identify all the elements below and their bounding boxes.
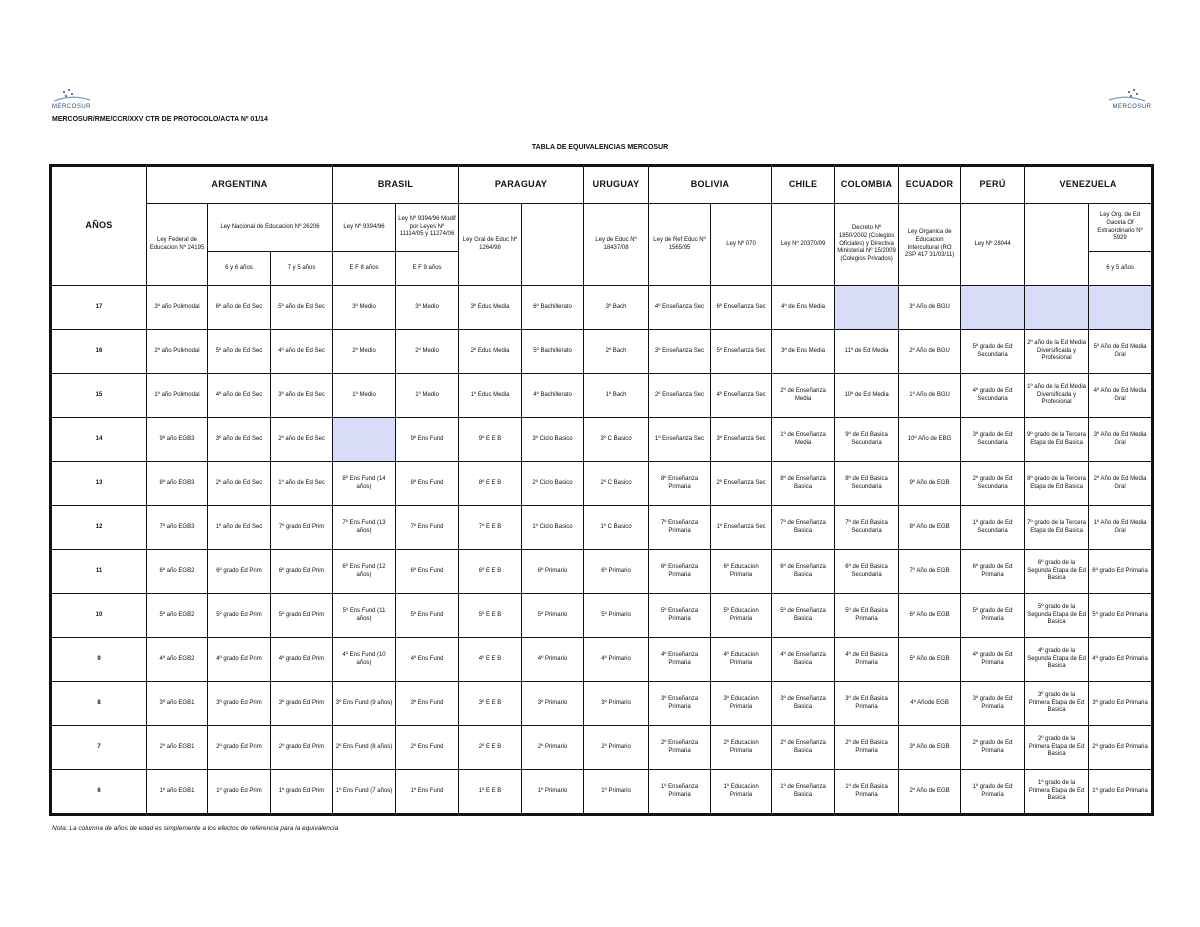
table-cell: 7º Ens Fund [396,506,459,550]
table-cell: 2º Medio [333,330,396,374]
table-cell: 1º grado Ed Primaria [1089,770,1153,815]
table-cell: 3º C Basico [584,418,649,462]
table-cell: 6º Enseñanza Sec [711,286,772,330]
table-cell: 6º Año de EGB [899,594,961,638]
table-cell: 2º de Enseñanza Media [772,374,835,418]
table-row [51,286,1153,330]
table-cell: 4º de Enseñanza Basica [772,638,835,682]
age-cell: 16 [51,330,147,374]
age-cell: 8 [51,682,147,726]
age-cell: 7 [51,726,147,770]
law-arg-federal: Ley Federal de Educacion Nº 24195 [147,204,208,286]
table-cell: 5º E E B [459,594,522,638]
table-row [51,770,1153,815]
table-cell: 4º Enseñanza Sec [711,374,772,418]
table-cell: 3º año EGB1 [147,682,208,726]
table-cell: 10º Año de EBG [899,418,961,462]
table-cell: 4º de Ens Media [772,286,835,330]
table-cell: 2º año de Ed Sec [271,418,333,462]
age-cell: 6 [51,770,147,815]
table-cell: 7º grado Ed Prim [271,506,333,550]
table-cell: 4º año EGB2 [147,638,208,682]
table-cell: 3º Medio [333,286,396,330]
age-cell: 12 [51,506,147,550]
table-cell: 5º Bachillerato [522,330,584,374]
table-row [51,594,1153,638]
table-cell: 6º de Ed Basica Secundaria [835,550,899,594]
table-cell: 4º Primario [522,638,584,682]
law-chi: Ley Nº 20370/09 [772,204,835,286]
table-cell: 5º Primario [522,594,584,638]
document-reference: MERCOSUR/RME/CCR/XXV CTR DE PROTOCOLO/ACTA Nº 01/14 [52,116,268,123]
table-cell: 1º Enseñanza Sec [711,506,772,550]
country-argentina: ARGENTINA [147,166,333,204]
table-cell: 3º Primario [522,682,584,726]
table-cell: 3º año de Ed Sec [271,374,333,418]
table-cell: 1º grado Ed Prim [271,770,333,815]
table-cell: 8º Ens Fund [396,462,459,506]
table-cell: 5º grado de la Segunda Etapa de Ed Basica [1025,594,1089,638]
table-cell: 7º Año de EGB [899,550,961,594]
sub-arg-6y6: 6 y 6 años [208,252,271,286]
table-cell: 7º E E B [459,506,522,550]
table-cell: 3º Año de BGU [899,286,961,330]
table-cell: 2º año Polimodal [147,330,208,374]
table-cell: 7º de Ed Basica Secundaria [835,506,899,550]
age-header: AÑOS [51,166,147,286]
table-cell: 2º Enseñanza Primaria [649,726,711,770]
table-row [51,726,1153,770]
table-cell: 4º grado de Ed Primaria [961,638,1025,682]
table-cell: 3º Enseñanza Sec [711,418,772,462]
law-par: Ley Gral de Educ Nº 1264/98 [459,204,522,286]
table-cell: 1º Medio [333,374,396,418]
table-cell: 6º grado de la Segunda Etapa de Ed Basica [1025,550,1089,594]
table-cell: 3º grado de Ed Primaria [961,682,1025,726]
table-cell: 3º grado de Ed Secundaria [961,418,1025,462]
table-row [51,374,1153,418]
age-cell: 9 [51,638,147,682]
table-cell: 9º Año de EGB [899,462,961,506]
table-cell: 6º Primario [522,550,584,594]
table-cell: 5º Enseñanza Sec [711,330,772,374]
table-cell: 1º de Enseñanza Media [772,418,835,462]
table-cell: 4º de Ed Basica Primaria [835,638,899,682]
table-cell: 4º grado de la Segunda Etapa de Ed Basica [1025,638,1089,682]
table-cell: 5º grado Ed Primaria [1089,594,1153,638]
table-cell: 1º Ciclo Basico [522,506,584,550]
table-cell: 1º Ens Fund [396,770,459,815]
table-cell: 2º grado de Ed Primaria [961,726,1025,770]
table-cell: 1º año de la Ed Media Diversificada y Profesional [1025,374,1089,418]
table-cell: 4º Año de Ed Media Gral [1089,374,1153,418]
table-cell: 1º Primario [584,770,649,815]
law-header-row [51,204,1153,252]
age-cell: 17 [51,286,147,330]
table-cell: 3º grado de la Primera Etapa de Ed Basica [1025,682,1089,726]
table-cell: 4º Educacion Primaria [711,638,772,682]
table-cell: 6º Primario [584,550,649,594]
logo-text: MERCOSUR [52,104,92,110]
table-cell: 5º Ens Fund (11 años) [333,594,396,638]
table-cell: 11º de Ed Media [835,330,899,374]
table-cell: 3º Bach [584,286,649,330]
table-cell: 4º grado Ed Prim [271,638,333,682]
law-col: Decreto Nº 1850/2002 (Colegios Oficiales) y Directiva Ministerial Nº 15/2009 (Colegios Privados) [835,204,899,286]
country-colombia: COLOMBIA [835,166,899,204]
table-cell: 3º Año de Ed Media Gral [1089,418,1153,462]
table-cell: 2º Año de BGU [899,330,961,374]
table-cell: 5º grado de Ed Secundaria [961,330,1025,374]
table-cell: 4º grado Ed Prim [208,638,271,682]
table-cell: 9º año EGB3 [147,418,208,462]
country-header-row [51,166,1153,204]
table-cell: 4º Ens Fund [396,638,459,682]
table-cell [333,418,396,462]
table-cell: 7º año EGB3 [147,506,208,550]
table-cell [961,286,1025,330]
table-cell: 3º año de Ed Sec [208,418,271,462]
table-cell: 7º de Enseñanza Basica [772,506,835,550]
law-ven: Ley Org. de Ed Gaceta Of Extraordinario Nº 5929 [1089,204,1153,252]
table-cell: 2º de Ed Basica Primaria [835,726,899,770]
table-cell [835,286,899,330]
mercosur-logo-left [52,88,102,110]
table-cell: 6º año EGB2 [147,550,208,594]
table-cell: 5º grado Ed Prim [208,594,271,638]
table-cell: 3º Ciclo Basico [522,418,584,462]
table-cell: 4º Bachillerato [522,374,584,418]
table-cell: 4º grado Ed Primaria [1089,638,1153,682]
age-cell: 15 [51,374,147,418]
table-row [51,330,1153,374]
table-cell: 3º Ens Fund (9 años) [333,682,396,726]
table-cell: 4º año de Ed Sec [271,330,333,374]
law-bra-9394: Ley Nº 9394/96 [333,204,396,252]
table-cell: 8º E E B [459,462,522,506]
table-cell: 3º Educ Media [459,286,522,330]
table-cell: 3º Año de EGB [899,726,961,770]
law-ecu: Ley Organica de Educacion Intercultural (RO 2SP 417 31/03/11) [899,204,961,286]
table-cell: 8º de Enseñanza Basica [772,462,835,506]
table-cell: 7º Enseñanza Primaria [649,506,711,550]
table-cell: 2º grado de la Primera Etapa de Ed Basica [1025,726,1089,770]
table-cell: 1º año EGB1 [147,770,208,815]
table-cell: 5º de Ed Basica Primaria [835,594,899,638]
table-cell: 3º Medio [396,286,459,330]
table-cell: 6º de Enseñanza Basica [772,550,835,594]
table-cell: 3º de Enseñanza Basica [772,682,835,726]
table-cell: 1º de Enseñanza Basica [772,770,835,815]
table-cell: 1º Educ Media [459,374,522,418]
table-cell [1025,286,1089,330]
country-brasil: BRASIL [333,166,459,204]
table-cell: 4º E E B [459,638,522,682]
country-peru: PERÚ [961,166,1025,204]
law-arg-nacional: Ley Nacional de Educacion Nº 26206 [208,204,333,252]
table-cell: 8º grado de la Tercera Etapa de Ed Basica [1025,462,1089,506]
table-cell: 5º de Enseñanza Basica [772,594,835,638]
table-cell: 1º Año de Ed Media Gral [1089,506,1153,550]
law-bra-mod: Ley Nº 9394/96 Modif por Leyes Nº 11114/05 y 11274/06 [396,204,459,252]
table-cell: 3º E E B [459,682,522,726]
table-cell: 2º año EGB1 [147,726,208,770]
table-cell: 4º año de Ed Sec [208,374,271,418]
table-cell: 5º Año de EGB [899,638,961,682]
logo-text: MERCOSUR [1112,104,1152,110]
table-cell: 10º de Ed Media [835,374,899,418]
table-cell: 2º grado Ed Prim [208,726,271,770]
table-cell: 3º grado Ed Primaria [1089,682,1153,726]
table-cell: 1º Enseñanza Primaria [649,770,711,815]
table-cell: 2º Educ Media [459,330,522,374]
table-cell: 1º Primario [522,770,584,815]
table-row [51,550,1153,594]
table-row [51,462,1153,506]
country-uruguay: URUGUAY [584,166,649,204]
table-cell: 3º Enseñanza Primaria [649,682,711,726]
table-cell: 9º de Ed Basica Secundaria [835,418,899,462]
table-cell: 2º E E B [459,726,522,770]
table-cell: 2º grado de Ed Secundaria [961,462,1025,506]
table-cell: 2º año de Ed Sec [208,462,271,506]
table-cell: 6º grado Ed Primaria [1089,550,1153,594]
table-cell: 5º año de Ed Sec [271,286,333,330]
table-cell: 6º Ens Fund [396,550,459,594]
table-cell: 9º Ens Fund [396,418,459,462]
table-cell: 5º Ens Fund [396,594,459,638]
table-cell: 5º Año de Ed Media Gral [1089,330,1153,374]
table-cell: 2º Ens Fund (8 años) [333,726,396,770]
table-cell: 2º Enseñanza Sec [649,374,711,418]
table-cell: 1º año de Ed Sec [271,462,333,506]
law-ven-empty [1025,204,1089,286]
table-cell: 3º de Ens Media [772,330,835,374]
table-cell: 3º año Polimodal [147,286,208,330]
table-cell: 8º Ens Fund (14 años) [333,462,396,506]
table-cell: 4º Primario [584,638,649,682]
table-cell [1089,286,1153,330]
law-bol-ref: Ley de Ref Educ Nº 1565/95 [649,204,711,286]
law-par-empty [522,204,584,286]
country-venezuela: VENEZUELA [1025,166,1153,204]
table-cell: 2º Año de Ed Media Gral [1089,462,1153,506]
table-cell: 2º Primario [522,726,584,770]
sub-bra-9: E F 9 años [396,252,459,286]
law-uru: Ley de Educ Nº 18437/08 [584,204,649,286]
table-cell: 6º grado Ed Prim [271,550,333,594]
table-body [51,286,1153,815]
mercosur-stars-icon [1107,88,1147,104]
table-cell: 3º Enseñanza Sec [649,330,711,374]
table-cell: 2º Medio [396,330,459,374]
table-cell: 5º Enseñanza Primaria [649,594,711,638]
table-cell: 1º Educacion Primaria [711,770,772,815]
sub-arg-7y5: 7 y 5 años [271,252,333,286]
age-cell: 11 [51,550,147,594]
country-bolivia: BOLIVIA [649,166,772,204]
table-cell: 6º E E B [459,550,522,594]
table-cell: 2º año de la Ed Media Diversificada y Profesional [1025,330,1089,374]
table-cell: 3º Ens Fund [396,682,459,726]
table-cell: 3º de Ed Basica Primaria [835,682,899,726]
table-cell: 7º grado de la Tercera Etapa de Ed Basica [1025,506,1089,550]
table-row [51,638,1153,682]
table-cell: 2º Ens Fund [396,726,459,770]
mercosur-stars-icon [52,88,92,104]
table-cell: 3º grado Ed Prim [208,682,271,726]
table-cell: 2º grado Ed Primaria [1089,726,1153,770]
law-per: Ley Nº 28044 [961,204,1025,286]
table-cell: 1º grado Ed Prim [208,770,271,815]
table-cell: 7º Ens Fund (13 años) [333,506,396,550]
table-cell: 6º Ens Fund (12 años) [333,550,396,594]
table-cell: 1º Ens Fund (7 años) [333,770,396,815]
table-cell: 2º Primario [584,726,649,770]
table-cell: 6º Educacion Primaria [711,550,772,594]
table-cell: 8º Año de EGB [899,506,961,550]
table-cell: 2º de Enseñanza Basica [772,726,835,770]
age-cell: 10 [51,594,147,638]
table-cell: 5º año de Ed Sec [208,330,271,374]
table-cell: 2º Enseñanza Sec [711,462,772,506]
table-cell: 4º Enseñanza Primaria [649,638,711,682]
footnote: Nota: La columna de años de edad es simplemente a los efectos de referencia para la equivalencia [52,825,339,832]
table-cell: 1º Año de BGU [899,374,961,418]
table-cell: 5º grado de Ed Primaria [961,594,1025,638]
table-cell: 1º C Basico [584,506,649,550]
table-row [51,682,1153,726]
sub-bra-8: E F 8 años [333,252,396,286]
table-cell: 5º Educacion Primaria [711,594,772,638]
sub-ven-6y5: 6 y 5 años [1089,252,1153,286]
law-bol-070: Ley Nº 070 [711,204,772,286]
table-cell: 1º E E B [459,770,522,815]
table-cell: 3º Educacion Primaria [711,682,772,726]
table-cell: 4º Añode EGB [899,682,961,726]
table-cell: 9º grado de la Tercera Etapa de Ed Basica [1025,418,1089,462]
table-cell: 1º grado de Ed Secundaria [961,506,1025,550]
table-cell: 1º de Ed Basica Primaria [835,770,899,815]
table-cell: 6º grado Ed Prim [208,550,271,594]
table-cell: 5º grado Ed Prim [271,594,333,638]
table-cell: 2º Ciclo Basico [522,462,584,506]
table-cell: 9º E E B [459,418,522,462]
table-cell: 2º Año de EGB [899,770,961,815]
table-cell: 8º año EGB3 [147,462,208,506]
equivalence-table [49,164,1154,816]
table-cell: 1º grado de la Primera Etapa de Ed Basica [1025,770,1089,815]
table-cell: 6º año de Ed Sec [208,286,271,330]
country-chile: CHILE [772,166,835,204]
table-cell: 6º grado de Ed Primaria [961,550,1025,594]
table-cell: 4º Enseñanza Sec [649,286,711,330]
country-paraguay: PARAGUAY [459,166,584,204]
table-cell: 2º C Basico [584,462,649,506]
age-cell: 14 [51,418,147,462]
table-cell: 2º grado Ed Prim [271,726,333,770]
table-cell: 5º Primario [584,594,649,638]
age-cell: 13 [51,462,147,506]
country-ecuador: ECUADOR [899,166,961,204]
table-cell: 2º Bach [584,330,649,374]
table-row [51,506,1153,550]
table-cell: 6º Bachillerato [522,286,584,330]
table-cell: 2º Educacion Primaria [711,726,772,770]
document-title: TABLA DE EQUIVALENCIAS MERCOSUR [531,144,669,151]
table-cell: 8º de Ed Basica Secundaria [835,462,899,506]
table-cell: 6º Enseñanza Primaria [649,550,711,594]
table-cell: 1º Medio [396,374,459,418]
table-cell: 8º Enseñanza Primaria [649,462,711,506]
table-cell: 4º Ens Fund (10 años) [333,638,396,682]
table-row [51,418,1153,462]
table-cell: 3º grado Ed Prim [271,682,333,726]
table-cell: 1º Enseñanza Sec [649,418,711,462]
table-cell: 5º año EGB2 [147,594,208,638]
table-cell: 1º Bach [584,374,649,418]
table-cell: 1º grado de Ed Primaria [961,770,1025,815]
table-cell: 3º Primario [584,682,649,726]
table-cell: 1º año de Ed Sec [208,506,271,550]
table-cell: 1º año Polimodal [147,374,208,418]
mercosur-logo-right [1107,88,1157,110]
table-cell: 4º grado de Ed Secundaria [961,374,1025,418]
